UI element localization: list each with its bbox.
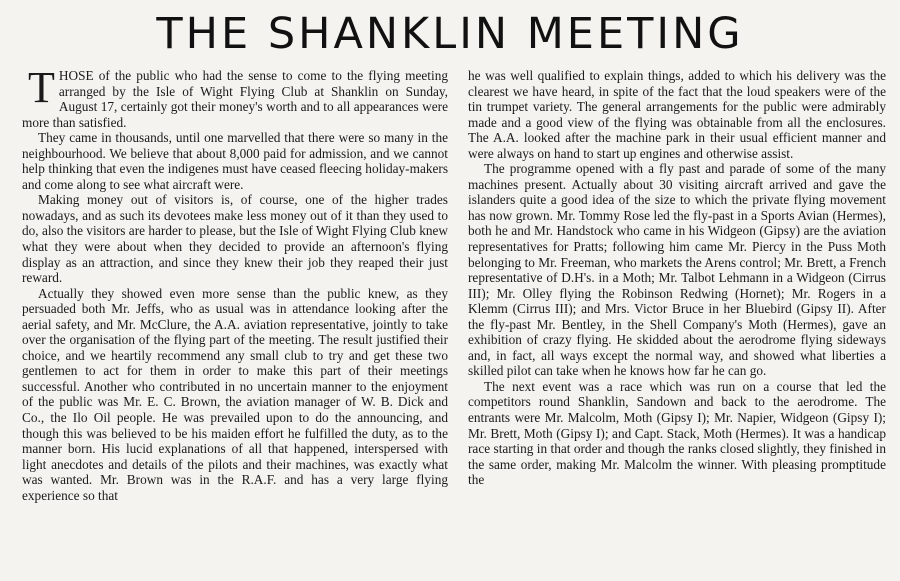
paragraph-1-text: HOSE of the public who had the sense to come to the flying meeting arranged by the Isle of Wight Flying Club at Shanklin on Sunday, August 17, certainly got their money's worth and to all appearances were more than satisfied. [22,68,448,130]
right-column [468,68,886,578]
paragraph-6: The programme opened with a fly past and parade of some of the many machines present. Actually about 30 visiting aircraft arrived and gave the islanders quite a good idea of the size to which the private flying movement has now grown. Mr. Tommy Rose led the fly-past in a Sports Avian (Hermes), both he and Mr. Handstock who came in his Widgeon (Gipsy) are the aviation representatives for Pratts; following him came Mr. Piercy in the Puss Moth belonging to Mr. Freeman, who markets the Arens control; Mr. Brett, a French representative of D.H's. in a Moth; Mr. Talbot Lehmann in a Widgeon (Cirrus III); Mr. Olley flying the Robinson Redwing (Hornet); Mr. Rogers in a Klemm (Cirrus III); and Mrs. Victor Bruce in her Bluebird (Gipsy II). After the fly-past Mr. Bentley, in the Shell Company's Moth (Hermes), gave an exhibition of crazy flying. He skidded about the aerodrome flying sideways and, in fact, all ways except the normal way, and showed what liberties a skilled pilot can take when he knows how far he can go. [468,161,886,379]
drop-cap: T [28,68,55,112]
paragraph-5: he was well qualified to explain things, added to which his delivery was the clearest we have heard, in spite of the fact that the loud speakers were of the tin trumpet variety. The general arrangements for the public were admirably made and a good view of the flying was obtainable from all the enclosures. The A.A. looked after the machine park in their usual efficient manner and were always on hand to start up engines and otherwise assist. [468,68,886,161]
paragraph-7: The next event was a race which was run on a course that led the competitors round Shanklin, Sandown and back to the aerodrome. The entrants were Mr. Malcolm, Moth (Gipsy I); Mr. Napier, Widgeon (Gipsy I); Mr. Brett, Moth (Gipsy I); and Capt. Stack, Moth (Hermes). It was a handicap race starting in that order and though the ranks closed slightly, they finished in the same order, making Mr. Malcolm the winner. With pleasing promptitude the [468,378,886,488]
paragraph-3: Making money out of visitors is, of course, one of the higher trades nowadays, and as such its devotees make less money out of it than they used to do, also the visitors are harder to please, but the Isle of Wight Flying Club knew what they were about when they decided to provide an afternoon's flying display as an attraction, and since they knew their job they reaped their just reward. [22,192,448,286]
paragraph-1 [22,68,448,130]
left-column [22,68,448,578]
paragraph-4: Actually they showed even more sense than the public knew, as they persuaded both Mr. Jeffs, who as usual was in attendance looking after the aerial safety, and Mr. McClure, the A.A. aviation representative, jointly to take over the organisation of the flying part of the meeting. The result justified their choice, and we heartily recommend any small club to try and get these two gentlemen to act for them in order to make this part of their meetings successful. Another who contributed in no uncertain manner to the enjoyment of the public was Mr. E. C. Brown, the aviation manager of W. B. Dick and Co., the Ilo Oil people. He was prevailed upon to do the announcing, and though this was believed to be his maiden effort he fulfilled the duty, as to the manner born. His lucid explanations of all that happened, interspersed with light anecdotes and details of the pilots and their machines, was exactly what was wanted. Mr. Brown was in the R.A.F. and has a very large flying experience so that [22,285,448,503]
article-title: THE SHANKLIN MEETING [156,9,744,59]
paragraph-2: They came in thousands, until one marvelled that there were so many in the neighbourhood. We believe that about 8,000 paid for admission, and we cannot help thinking that even the indigenes must have ceased fleecing holiday-makers and come along to see what aircraft were. [22,130,448,192]
